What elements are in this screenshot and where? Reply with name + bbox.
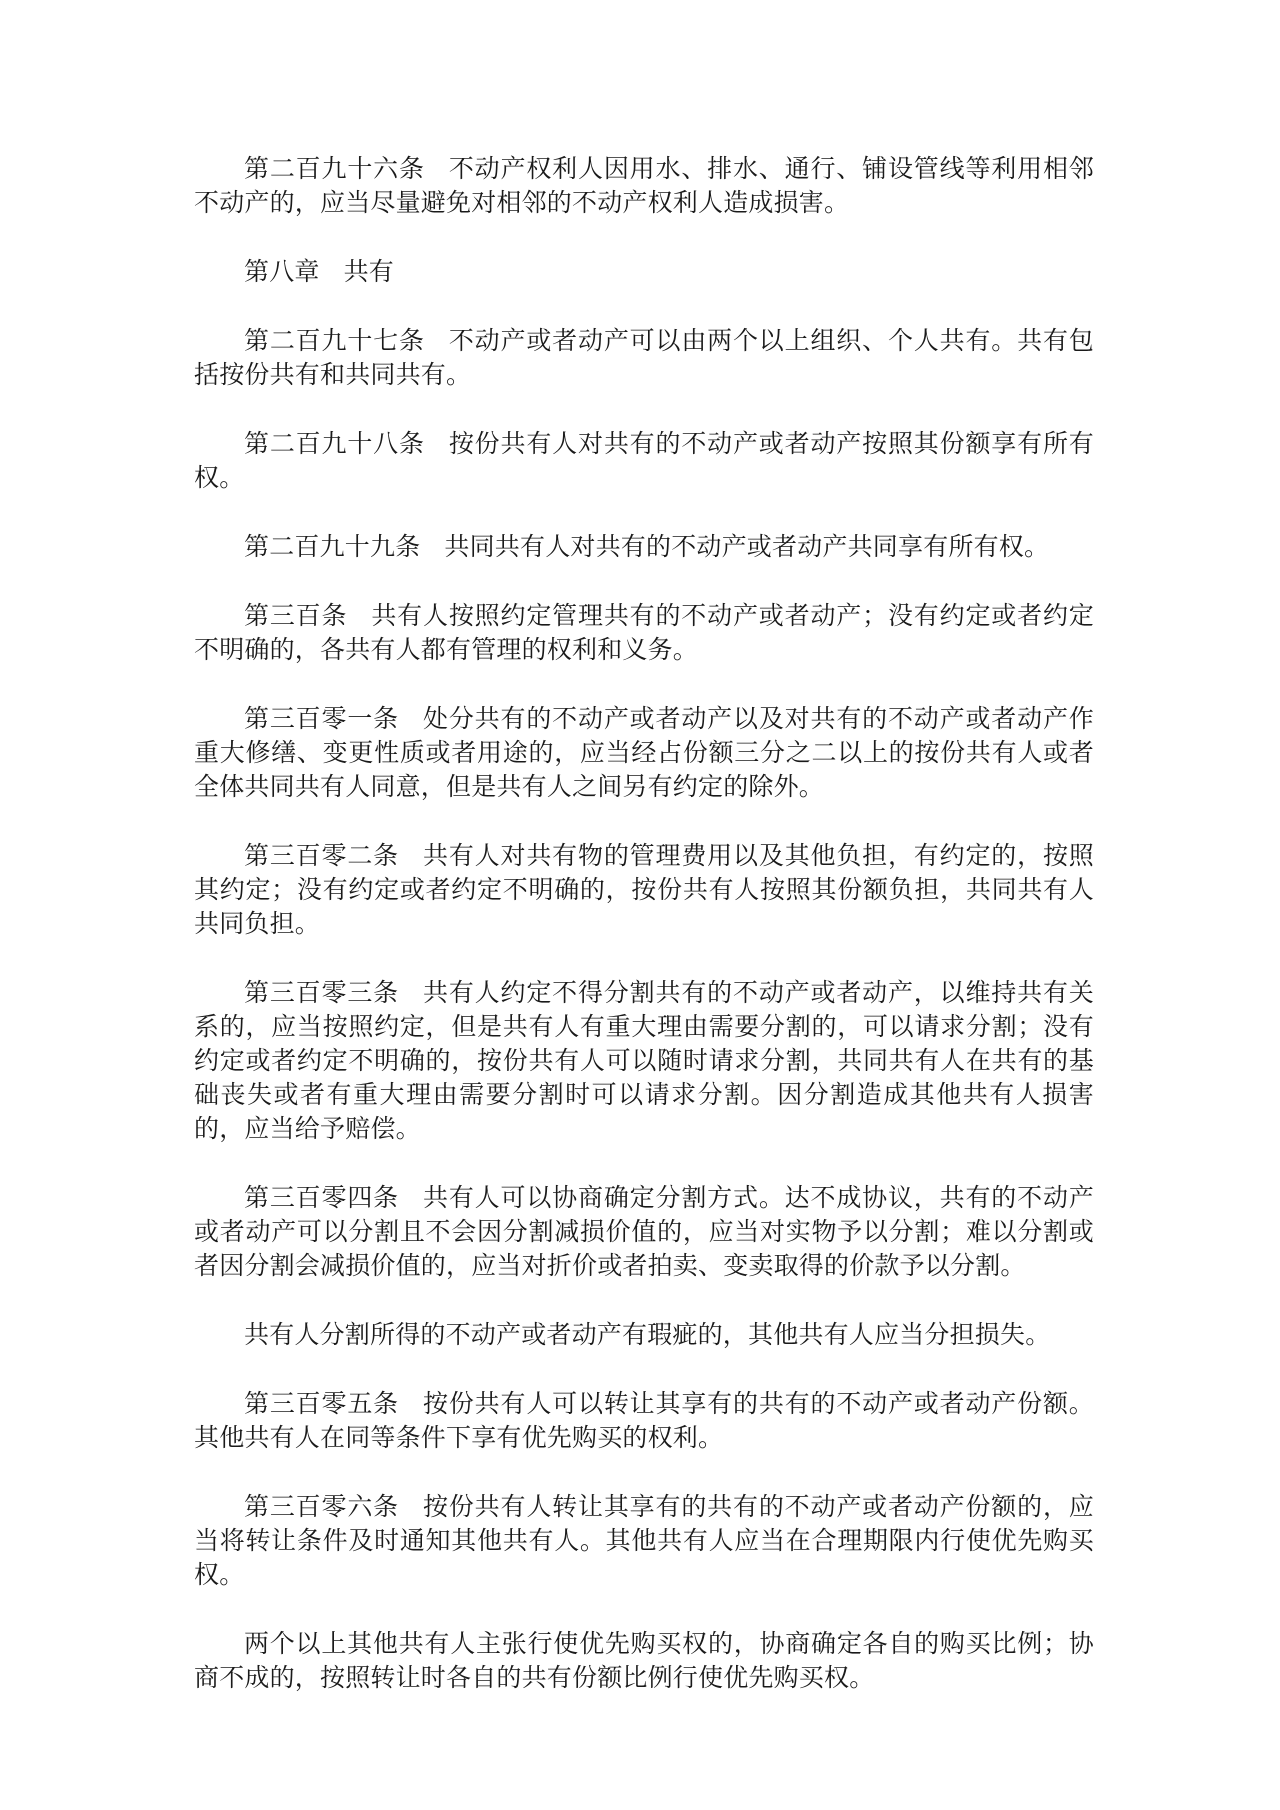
article-305 [194, 1387, 1094, 1455]
article-text: 共同共有人对共有的不动产或者动产共同享有所有权。 [444, 532, 1050, 561]
article-text: 不动产权利人因用水、排水、通行、铺设管线等利用相邻不动产的，应当尽量避免对相邻的不动产权利人造成损害。 [194, 154, 1094, 217]
article-number: 第三百零一条 [244, 704, 399, 733]
article-306-clause-2 [194, 1627, 1094, 1695]
document-page [194, 152, 1094, 1730]
article-303 [194, 976, 1094, 1146]
article-number: 第二百九十六条 [244, 154, 425, 183]
article-text: 共有人可以协商确定分割方式。达不成协议，共有的不动产或者动产可以分割且不会因分割减损价值的，应当对实物予以分割；难以分割或者因分割会减损价值的，应当对折价或者拍卖、变卖取得的价款予以分割。 [194, 1183, 1095, 1280]
article-296 [194, 152, 1094, 220]
article-text: 按份共有人对共有的不动产或者动产按照其份额享有所有权。 [194, 429, 1094, 492]
article-number: 第三百零五条 [244, 1389, 399, 1418]
article-text: 按份共有人转让其享有的共有的不动产或者动产份额的，应当将转让条件及时通知其他共有人。其他共有人应当在合理期限内行使优先购买权。 [194, 1492, 1095, 1589]
chapter-8-heading [194, 255, 1094, 289]
article-304-clause-2 [194, 1318, 1094, 1352]
article-text: 两个以上其他共有人主张行使优先购买权的，协商确定各自的购买比例；协商不成的，按照转让时各自的共有份额比例行使优先购买权。 [194, 1629, 1094, 1692]
article-number: 第三百零四条 [244, 1183, 399, 1212]
article-text: 共有人按照约定管理共有的不动产或者动产；没有约定或者约定不明确的，各共有人都有管理的权利和义务。 [194, 601, 1094, 664]
article-number: 第二百九十九条 [244, 532, 421, 561]
article-302 [194, 839, 1094, 941]
article-number: 第二百九十八条 [244, 429, 425, 458]
article-text: 共有人分割所得的不动产或者动产有瑕疵的，其他共有人应当分担损失。 [244, 1320, 1051, 1349]
article-297 [194, 324, 1094, 392]
article-number: 第二百九十七条 [244, 326, 425, 355]
article-298 [194, 427, 1094, 495]
article-text: 共有人约定不得分割共有的不动产或者动产，以维持共有关系的，应当按照约定，但是共有人有重大理由需要分割的，可以请求分割；没有约定或者约定不明确的，按份共有人可以随时请求分割，共同共有人在共有的基础丧失或者有重大理由需要分割时可以请求分割。因分割造成其他共有人损害的，应当给予赔偿。 [194, 978, 1095, 1143]
article-301 [194, 702, 1094, 804]
article-number: 第三百零三条 [244, 978, 399, 1007]
chapter-title: 共有 [343, 257, 395, 286]
article-number: 第三百条 [244, 601, 348, 630]
article-text: 按份共有人可以转让其享有的共有的不动产或者动产份额。其他共有人在同等条件下享有优先购买的权利。 [194, 1389, 1095, 1452]
article-300 [194, 599, 1094, 667]
article-text: 共有人对共有物的管理费用以及其他负担，有约定的，按照其约定；没有约定或者约定不明确的，按份共有人按照其份额负担，共同共有人共同负担。 [194, 841, 1095, 938]
article-number: 第三百零六条 [244, 1492, 399, 1521]
article-306 [194, 1490, 1094, 1592]
article-text: 不动产或者动产可以由两个以上组织、个人共有。共有包括按份共有和共同共有。 [194, 326, 1094, 389]
article-text: 处分共有的不动产或者动产以及对共有的不动产或者动产作重大修缮、变更性质或者用途的，应当经占份额三分之二以上的按份共有人或者全体共同共有人同意，但是共有人之间另有约定的除外。 [194, 704, 1095, 801]
article-304 [194, 1181, 1094, 1283]
article-299 [194, 530, 1094, 564]
chapter-number: 第八章 [244, 257, 320, 286]
article-number: 第三百零二条 [244, 841, 399, 870]
